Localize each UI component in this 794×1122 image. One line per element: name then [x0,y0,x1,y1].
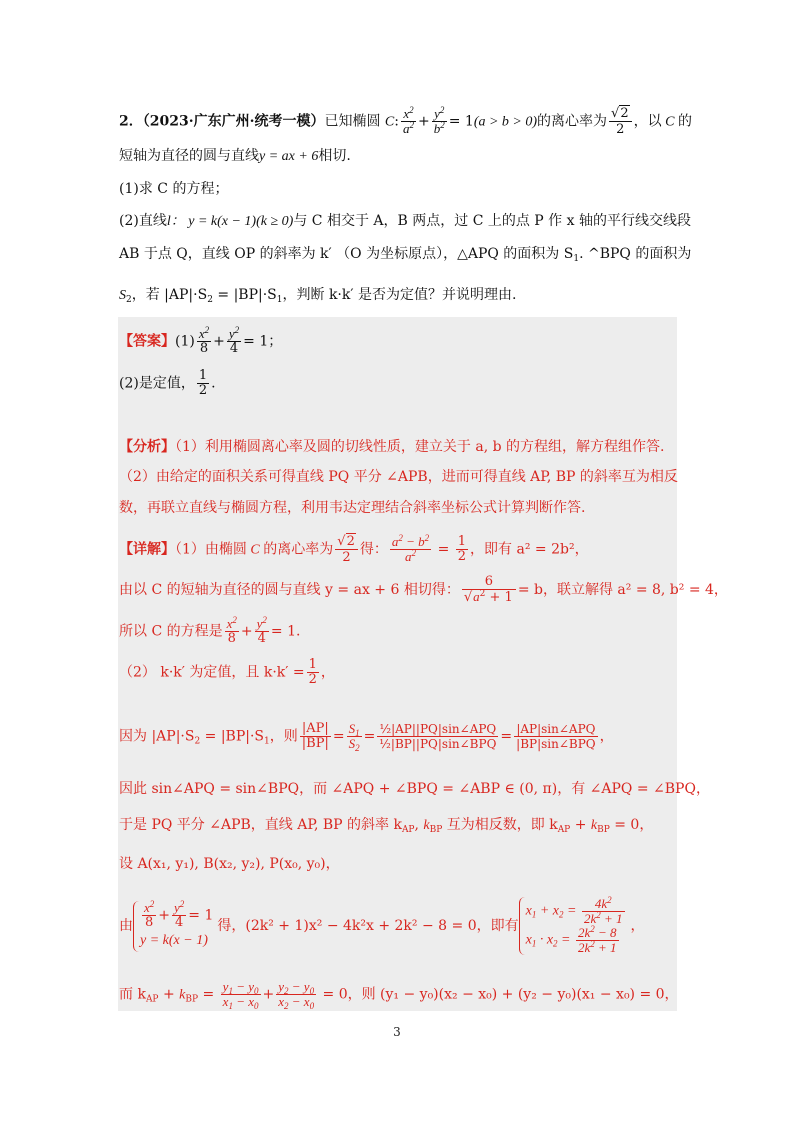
detail-line-6: 因此 sin∠APQ = sin∠BPQ，而 ∠APQ + ∠BPQ = ∠ABP ∈ (0, π)，有 ∠APQ = ∠BPQ， [119,781,710,797]
answer-line-1: 【答案】(1) $\frac{x^2}{8}$ + $\frac{y^2}{4}$ = 1； [119,325,283,356]
detail-line-9: 由 $\frac{x^2}{8}$ + $\frac{y^2}{4}$ = 1 y = k(x − 1) 得，(2k² + 1)x² − 4k²x + 2k² − 8 = 0，即有 $x_1 + x_2$ = $\frac{4k^2}{2k^2 + 1}$ $x_1 \cdot x_2$ = $\frac{2k^2 - 8}{2k^2 + 1}$ ， [119,895,645,955]
question-2-line-1: (2)直线l： y = k(x − 1)(k ≥ 0)与 C 相交于 A，B 两点，过 C 上的点 P 作 x 轴的平行线交线段 [119,213,691,229]
problem-line-1: 2．（2023·广东广州·统考一模）已知椭圆 C: $\frac{x^2}{a^2}$ + $\frac{y^2}{b^2}$ = 1(a > b > 0)的离心率为 $\frac{√2}{2}$ ，以 C 的 [119,105,692,137]
detail-line-4: （2） k·k′ 为定值，且 k·k′ = $\frac{1}{2}$ ， [119,657,335,687]
analysis-line-3: 数，再联立直线与椭圆方程，利用韦达定理结合斜率坐标公式计算判断作答. [119,500,586,516]
equation-system: $\frac{x^2}{8}$ + $\frac{y^2}{4}$ = 1 y = k(x − 1) [133,901,213,952]
question-2-line-3: $S_2$，若 $|AP|\cdot S_2 = |BP|\cdot S_1$，判断 k·k′ 是否为定值？并说明理由. [119,287,517,305]
detail-line-5: 因为 $|AP|\cdot S_2 = |BP|\cdot S_1$，则 $\frac{|AP|}{|BP|}$ = $\frac{S_1}{S_2}$ = $\frac{\text{½|AP||PQ|sin∠APQ}}{\text{½|BP||PQ|sin∠BPQ}}$ = $\frac{\text{|AP|sin∠APQ}}{\text{|BP|sin∠BPQ}}$ ， [119,721,614,753]
analysis-line-1: 【分析】（1）利用椭圆离心率及圆的切线性质，建立关于 a, b 的方程组，解方程组作答. [119,439,665,455]
detail-line-2: 由以 C 的短轴为直径的圆与直线 y = ax + 6 相切得： $\frac{6}{√a^2 + 1}$ = b，联立解得 a² = 8, b² = 4， [119,574,728,605]
analysis-line-2: （2）由给定的面积关系可得直线 PQ 平分 ∠APB，进而可得直线 AP, BP 的斜率互为相反 [119,469,678,485]
question-1: (1)求 C 的方程； [119,181,229,197]
page-number: 3 [393,1025,401,1039]
problem-line-2: 短轴为直径的圆与直线y = ax + 6相切. [119,148,351,164]
question-2-line-2: AB 于点 Q，直线 OP 的斜率为 k′ （O 为坐标原点），△APQ 的面积为 $S_1$. ^BPQ 的面积为 [119,246,692,264]
detail-line-1: 【详解】（1）由椭圆 C 的离心率为 $\frac{√2}{2}$ 得： $\frac{a^2 - b^2}{a^2}$ = $\frac{1}{2}$ ，即有 a² = 2b²， [119,533,589,565]
vieta-system: $x_1 + x_2$ = $\frac{4k^2}{2k^2 + 1}$ $x_1 \cdot x_2$ = $\frac{2k^2 - 8}{2k^2 + 1}$ [519,897,627,955]
detail-line-8: 设 A(x₁, y₁), B(x₂, y₂), P(x₀, y₀)， [119,856,340,872]
detail-line-10: 而 $k_{AP} + k_{BP}$ = $\frac{y_1 - y_0}{x_1 - x_0}$ + $\frac{y_2 - y_0}{x_2 - x_0}$ = 0，则 (y₁ − y₀)(x₂ − x₀) + (y₂ − y₀)(x₁ − x₀) = 0， [119,979,679,1011]
answer-line-2: (2)是定值， $\frac{1}{2}$ . [119,368,216,398]
detail-line-7: 于是 PQ 平分 ∠APB，直线 AP, BP 的斜率 $k_{AP}$, $k_{BP}$ 互为相反数，即 $k_{AP} + k_{BP} = 0$， [119,817,654,835]
detail-line-3: 所以 C 的方程是 $\frac{x^2}{8}$ + $\frac{y^2}{4}$ = 1. [119,615,301,646]
